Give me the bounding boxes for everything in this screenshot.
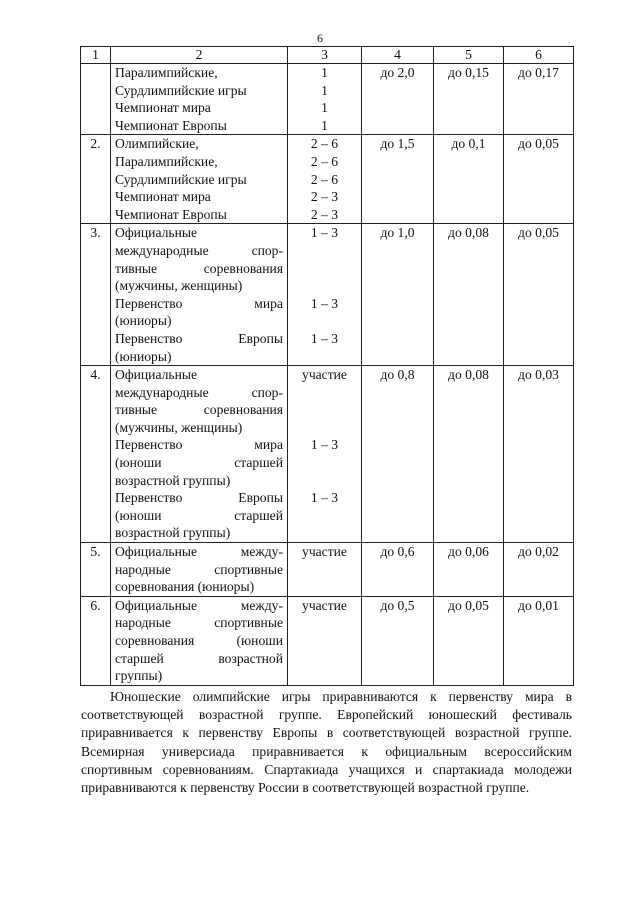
col4-value: до 1,0 bbox=[362, 224, 434, 366]
place-cell bbox=[288, 596, 362, 685]
competition-line: международные спор- bbox=[115, 384, 283, 400]
col5-value: до 0,05 bbox=[434, 596, 504, 685]
competition-line: соревнования (юниоры) bbox=[115, 579, 255, 595]
col4-value: до 0,8 bbox=[362, 366, 434, 543]
table-header-row bbox=[81, 47, 574, 64]
col4-value: до 2,0 bbox=[362, 64, 434, 135]
place-line bbox=[292, 524, 357, 542]
competition-cell bbox=[111, 596, 288, 685]
place-line: участие bbox=[302, 544, 347, 560]
col4-value: до 1,5 bbox=[362, 135, 434, 224]
place-line: 2 – 6 bbox=[310, 153, 339, 169]
table-row bbox=[81, 543, 574, 597]
competition-line: Сурдлимпийские игры bbox=[115, 171, 247, 187]
competition-line: Первенство Европы bbox=[115, 330, 283, 346]
competition-line: Чемпионат Европы bbox=[115, 117, 227, 133]
competition-line: народные спортивные bbox=[115, 561, 283, 577]
competition-line: соревнования (юноши bbox=[115, 633, 283, 648]
place-cell bbox=[288, 135, 362, 224]
place-cell bbox=[288, 366, 362, 543]
place-line bbox=[292, 348, 357, 366]
competition-line: Первенство мира bbox=[115, 437, 283, 453]
competition-cell bbox=[111, 543, 288, 597]
place-cell bbox=[288, 64, 362, 135]
place-cell bbox=[288, 543, 362, 597]
col6-value: до 0,01 bbox=[504, 596, 574, 685]
competition-line: Чемпионат мира bbox=[115, 100, 211, 116]
competition-line: Сурдлимпийские игры bbox=[115, 82, 247, 98]
competition-cell bbox=[111, 224, 288, 366]
place-line bbox=[292, 242, 357, 260]
place-line bbox=[292, 419, 357, 437]
competition-line: тивные соревнования bbox=[115, 260, 283, 276]
note-paragraph-block bbox=[81, 688, 572, 797]
table-row bbox=[81, 596, 574, 685]
row-number: 5. bbox=[81, 543, 111, 597]
competition-cell bbox=[111, 366, 288, 543]
ranking-table bbox=[80, 46, 574, 686]
competition-line: Чемпионат мира bbox=[115, 189, 211, 205]
place-line: 1 bbox=[321, 82, 328, 98]
col4-value: до 0,6 bbox=[362, 543, 434, 597]
competition-line: Олимпийские, bbox=[115, 136, 199, 152]
place-line: 2 – 6 bbox=[310, 171, 339, 187]
competition-line: (мужчины, женщины) bbox=[115, 419, 243, 435]
place-line bbox=[292, 507, 357, 525]
competition-line: международные спор- bbox=[115, 242, 283, 258]
competition-line: Официальные между- bbox=[115, 544, 283, 560]
competition-line: Паралимпийские, bbox=[115, 65, 218, 80]
col5-value: до 0,06 bbox=[434, 543, 504, 597]
page-number: 6 bbox=[317, 31, 323, 45]
place-line bbox=[292, 401, 357, 419]
place-line: 1 – 3 bbox=[310, 490, 339, 506]
competition-cell bbox=[111, 135, 288, 224]
place-line: 1 bbox=[321, 100, 328, 116]
table-row bbox=[81, 224, 574, 366]
col6-value: до 0,03 bbox=[504, 366, 574, 543]
row-number: 2. bbox=[81, 135, 111, 224]
note-paragraph: Юношеские олимпийские игры приравниваются к первенству мира в соответствующей возрастной группе. Европейский юношеский фестиваль приравнивается к первенству Европы в соответствующей возрастной группе. Всемирная универсиада приравнивается к официальным всероссийским спортивным соревнованиям. Спартакиада учащихся и спартакиада молодежи приравниваются к первенству России в соответствующей возрастной группе. bbox=[81, 689, 572, 796]
place-line: 1 – 3 bbox=[310, 225, 339, 241]
header-cell-4: 4 bbox=[362, 47, 434, 64]
place-cell bbox=[288, 224, 362, 366]
header-cell-1: 1 bbox=[81, 47, 111, 64]
competition-line: (юниоры) bbox=[115, 313, 172, 329]
place-line: 1 bbox=[321, 65, 328, 80]
table-row bbox=[81, 135, 574, 224]
competition-line: Официальные bbox=[115, 367, 198, 383]
competition-line: Первенство мира bbox=[115, 295, 283, 311]
place-line bbox=[292, 384, 357, 402]
competition-line: возрастной группы) bbox=[115, 525, 231, 541]
competition-line: старшей возрастной bbox=[115, 650, 283, 666]
col4-value: до 0,5 bbox=[362, 596, 434, 685]
header-cell-3: 3 bbox=[288, 47, 362, 64]
col6-value: до 0,02 bbox=[504, 543, 574, 597]
header-cell-6: 6 bbox=[504, 47, 574, 64]
competition-line: Первенство Европы bbox=[115, 490, 283, 506]
col5-value: до 0,15 bbox=[434, 64, 504, 135]
place-line bbox=[292, 277, 357, 295]
competition-line: Чемпионат Европы bbox=[115, 206, 227, 222]
col5-value: до 0,08 bbox=[434, 224, 504, 366]
place-line: участие bbox=[302, 367, 347, 383]
place-line: участие bbox=[302, 597, 347, 613]
competition-line: (юниоры) bbox=[115, 348, 172, 364]
place-line bbox=[292, 260, 357, 278]
place-line: 1 bbox=[321, 117, 328, 133]
table-row bbox=[81, 366, 574, 543]
competition-line: группы) bbox=[115, 668, 163, 684]
place-line: 2 – 3 bbox=[310, 206, 339, 222]
row-number: 3. bbox=[81, 224, 111, 366]
competition-line: народные спортивные bbox=[115, 615, 283, 631]
competition-line: возрастной группы) bbox=[115, 472, 231, 488]
place-line: 1 – 3 bbox=[310, 295, 339, 311]
place-line: 1 – 3 bbox=[310, 437, 339, 453]
place-line: 2 – 6 bbox=[310, 136, 339, 152]
competition-line: Паралимпийские, bbox=[115, 153, 218, 169]
competition-line: (мужчины, женщины) bbox=[115, 278, 243, 294]
place-line bbox=[292, 472, 357, 490]
header-cell-2: 2 bbox=[111, 47, 288, 64]
place-line bbox=[292, 312, 357, 330]
competition-line: тивные соревнования bbox=[115, 402, 283, 418]
competition-cell bbox=[111, 64, 288, 135]
table-row bbox=[81, 64, 574, 135]
competition-line: (юноши старшей bbox=[115, 455, 283, 471]
competition-line: Официальные между- bbox=[115, 597, 283, 613]
place-line: 2 – 3 bbox=[310, 189, 339, 205]
header-cell-5: 5 bbox=[434, 47, 504, 64]
col5-value: до 0,08 bbox=[434, 366, 504, 543]
row-number: 4. bbox=[81, 366, 111, 543]
place-line: 1 – 3 bbox=[310, 330, 339, 346]
col6-value: до 0,05 bbox=[504, 224, 574, 366]
place-line bbox=[292, 454, 357, 472]
col5-value: до 0,1 bbox=[434, 135, 504, 224]
competition-line: (юноши старшей bbox=[115, 507, 283, 523]
competition-line: Официальные bbox=[115, 225, 198, 241]
col6-value: до 0,17 bbox=[504, 64, 574, 135]
row-number: 6. bbox=[81, 596, 111, 685]
col6-value: до 0,05 bbox=[504, 135, 574, 224]
row-number bbox=[81, 64, 111, 135]
